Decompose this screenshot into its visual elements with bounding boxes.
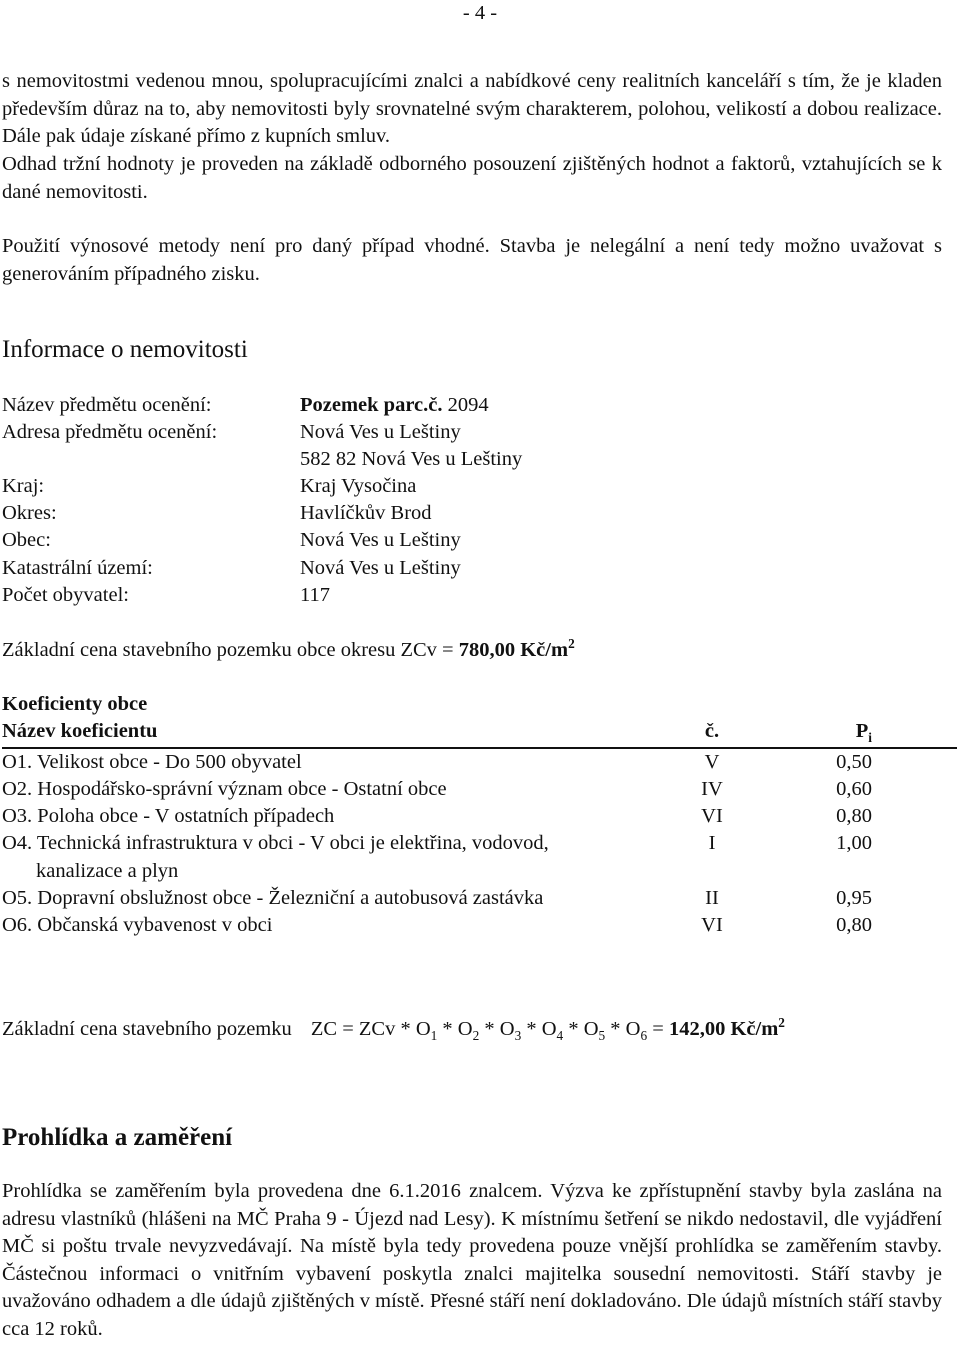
- info-label: Adresa předmětu ocenění:: [2, 421, 218, 443]
- zc-m2: * O: [479, 1018, 515, 1040]
- inspection-paragraph: Prohlídka se zaměřením byla provedena dne 6.1.2016 znalcem. Výzva ke zpřístupnění stavby byla zaslána na adresu vlastníků (hlášeni na MČ Praha 9 - Újezd nad Lesy). K místnímu šetření se nikdo nedostavil, dle vyjádření MČ si poštu trvale nevyzvedávají. Na místě byla tedy provedena pouze vnější prohlídka se zaměřením stavby. Částečnou informaci o vnitřním vybavení poskytla znalci majitelka sousední nemovitosti. Stáří stavby je uvažováno odhadem a dle údajů zjištěných v místě. Přesné stáří není dokladováno. Dle údajů místních stáří stavby cca 12 roků.: [2, 1180, 942, 1340]
- header-p: [802, 720, 872, 746]
- zc-sub-3: 3: [514, 1028, 522, 1044]
- intro-paragraph-3: Použití výnosové metody není pro daný případ vhodné. Stavba je nelegální a není tedy možno uvažovat s generováním případného zisku.: [2, 235, 942, 285]
- inspection-heading: Prohlídka a zaměření: [2, 1124, 233, 1151]
- coef-name: O1. Velikost obce - Do 500 obyvatel: [2, 751, 302, 773]
- info-label: Okres:: [2, 502, 57, 524]
- intro-paragraph-1: s nemovitostmi vedenou mnou, spolupracujícími znalci a nabídkové ceny realitních kanceláří s tím, že je kladen především důraz na to, aby nemovitosti byly srovnatelné svým charakterem, polohou, velikostí a dobou realizace. Dále pak údaje získané přímo z kupních smluv.: [2, 70, 942, 147]
- zc-sub-1: 1: [430, 1028, 438, 1044]
- info-value: 117: [300, 584, 330, 606]
- info-value-bold: Pozemek parc.č.: [300, 394, 443, 416]
- coef-c: IV: [701, 778, 723, 800]
- base-price-value: 780,00 Kč/m: [458, 639, 569, 661]
- zc-formula-line: [2, 1016, 942, 1043]
- info-value: Nová Ves u Leštiny: [300, 557, 461, 579]
- zc-label: Základní cena stavebního pozemku: [2, 1018, 292, 1040]
- info-value: Havlíčkův Brod: [300, 502, 432, 524]
- info-label: Počet obyvatel:: [2, 584, 129, 606]
- base-price-unit-sup: 2: [568, 636, 575, 652]
- info-row: [2, 582, 942, 609]
- info-value: Nová Ves u Leštiny: [300, 529, 461, 551]
- info-label: Název předmětu ocenění:: [2, 394, 212, 416]
- coef-c: II: [705, 887, 719, 909]
- coef-name: O2. Hospodářsko-správní význam obce - Ostatní obce: [2, 778, 447, 800]
- info-row: [2, 527, 942, 554]
- info-value-extra: 2094: [442, 394, 489, 416]
- zc-f-start: ZC = ZCv * O: [310, 1018, 431, 1040]
- info-row: [2, 446, 942, 473]
- zc-sub-6: 6: [640, 1028, 648, 1044]
- coef-name: O5. Dopravní obslužnost obce - Železniční a autobusová zastávka: [2, 887, 544, 909]
- coef-p: 1,00: [836, 832, 872, 854]
- header-p-letter: P: [855, 720, 869, 742]
- zc-m4: * O: [563, 1018, 599, 1040]
- info-value: 582 82 Nová Ves u Leštiny: [300, 448, 523, 470]
- info-label: Katastrální území:: [2, 557, 153, 579]
- info-heading: Informace o nemovitosti: [2, 336, 248, 363]
- base-price-line: [2, 637, 942, 664]
- base-price-text: Základní cena stavebního pozemku obce okresu ZCv =: [2, 639, 459, 661]
- page-number: - 4 -: [462, 2, 498, 24]
- coef-p: 0,50: [836, 751, 872, 773]
- header-c: č.: [704, 720, 720, 742]
- intro-paragraph-2: Odhad tržní hodnoty je proveden na základě odborného posouzení zjištěných hodnot a faktorů, vztahujících se k dané nemovitosti.: [2, 153, 942, 203]
- coef-name: O3. Poloha obce - V ostatních případech: [2, 805, 335, 827]
- coefficients-title: Koeficienty obce: [2, 693, 148, 715]
- zc-sub-4: 4: [556, 1028, 564, 1044]
- coef-name: O4. Technická infrastruktura v obci - V obci je elektřina, vodovod,: [2, 832, 549, 854]
- coef-p: 0,60: [836, 778, 872, 800]
- coefficients-header: [2, 720, 957, 749]
- info-label: Kraj:: [2, 475, 45, 497]
- zc-m1: * O: [437, 1018, 473, 1040]
- coef-c: VI: [701, 805, 723, 827]
- coef-name: O6. Občanská vybavenost v obci: [2, 914, 273, 936]
- header-name: Název koeficientu: [2, 720, 158, 742]
- coef-c: VI: [701, 914, 723, 936]
- zc-result-sup: 2: [778, 1015, 785, 1031]
- coef-name-continued: kanalizace a plyn: [36, 859, 179, 882]
- info-value: [300, 392, 489, 419]
- zc-m3: * O: [521, 1018, 557, 1040]
- coef-c: I: [708, 832, 716, 854]
- info-value: Nová Ves u Leštiny: [300, 421, 461, 443]
- zc-sub-2: 2: [472, 1028, 480, 1044]
- header-p-sub: i: [868, 730, 872, 746]
- info-row: [2, 392, 942, 419]
- info-label: Obec:: [2, 529, 51, 551]
- coef-name-wrap: [2, 830, 662, 885]
- coef-p: 0,80: [836, 914, 872, 936]
- info-row: [2, 419, 942, 446]
- coef-p: 0,80: [836, 805, 872, 827]
- zc-eq: =: [647, 1018, 669, 1040]
- zc-sub-5: 5: [598, 1028, 606, 1044]
- info-row: [2, 555, 942, 582]
- coef-c: V: [704, 751, 720, 773]
- zc-result: 142,00 Kč/m: [668, 1018, 779, 1040]
- zc-formula: [310, 1015, 785, 1044]
- info-row: [2, 473, 942, 500]
- info-row: [2, 500, 942, 527]
- info-value: Kraj Vysočina: [300, 475, 417, 497]
- zc-m5: * O: [605, 1018, 641, 1040]
- coef-p: 0,95: [836, 887, 872, 909]
